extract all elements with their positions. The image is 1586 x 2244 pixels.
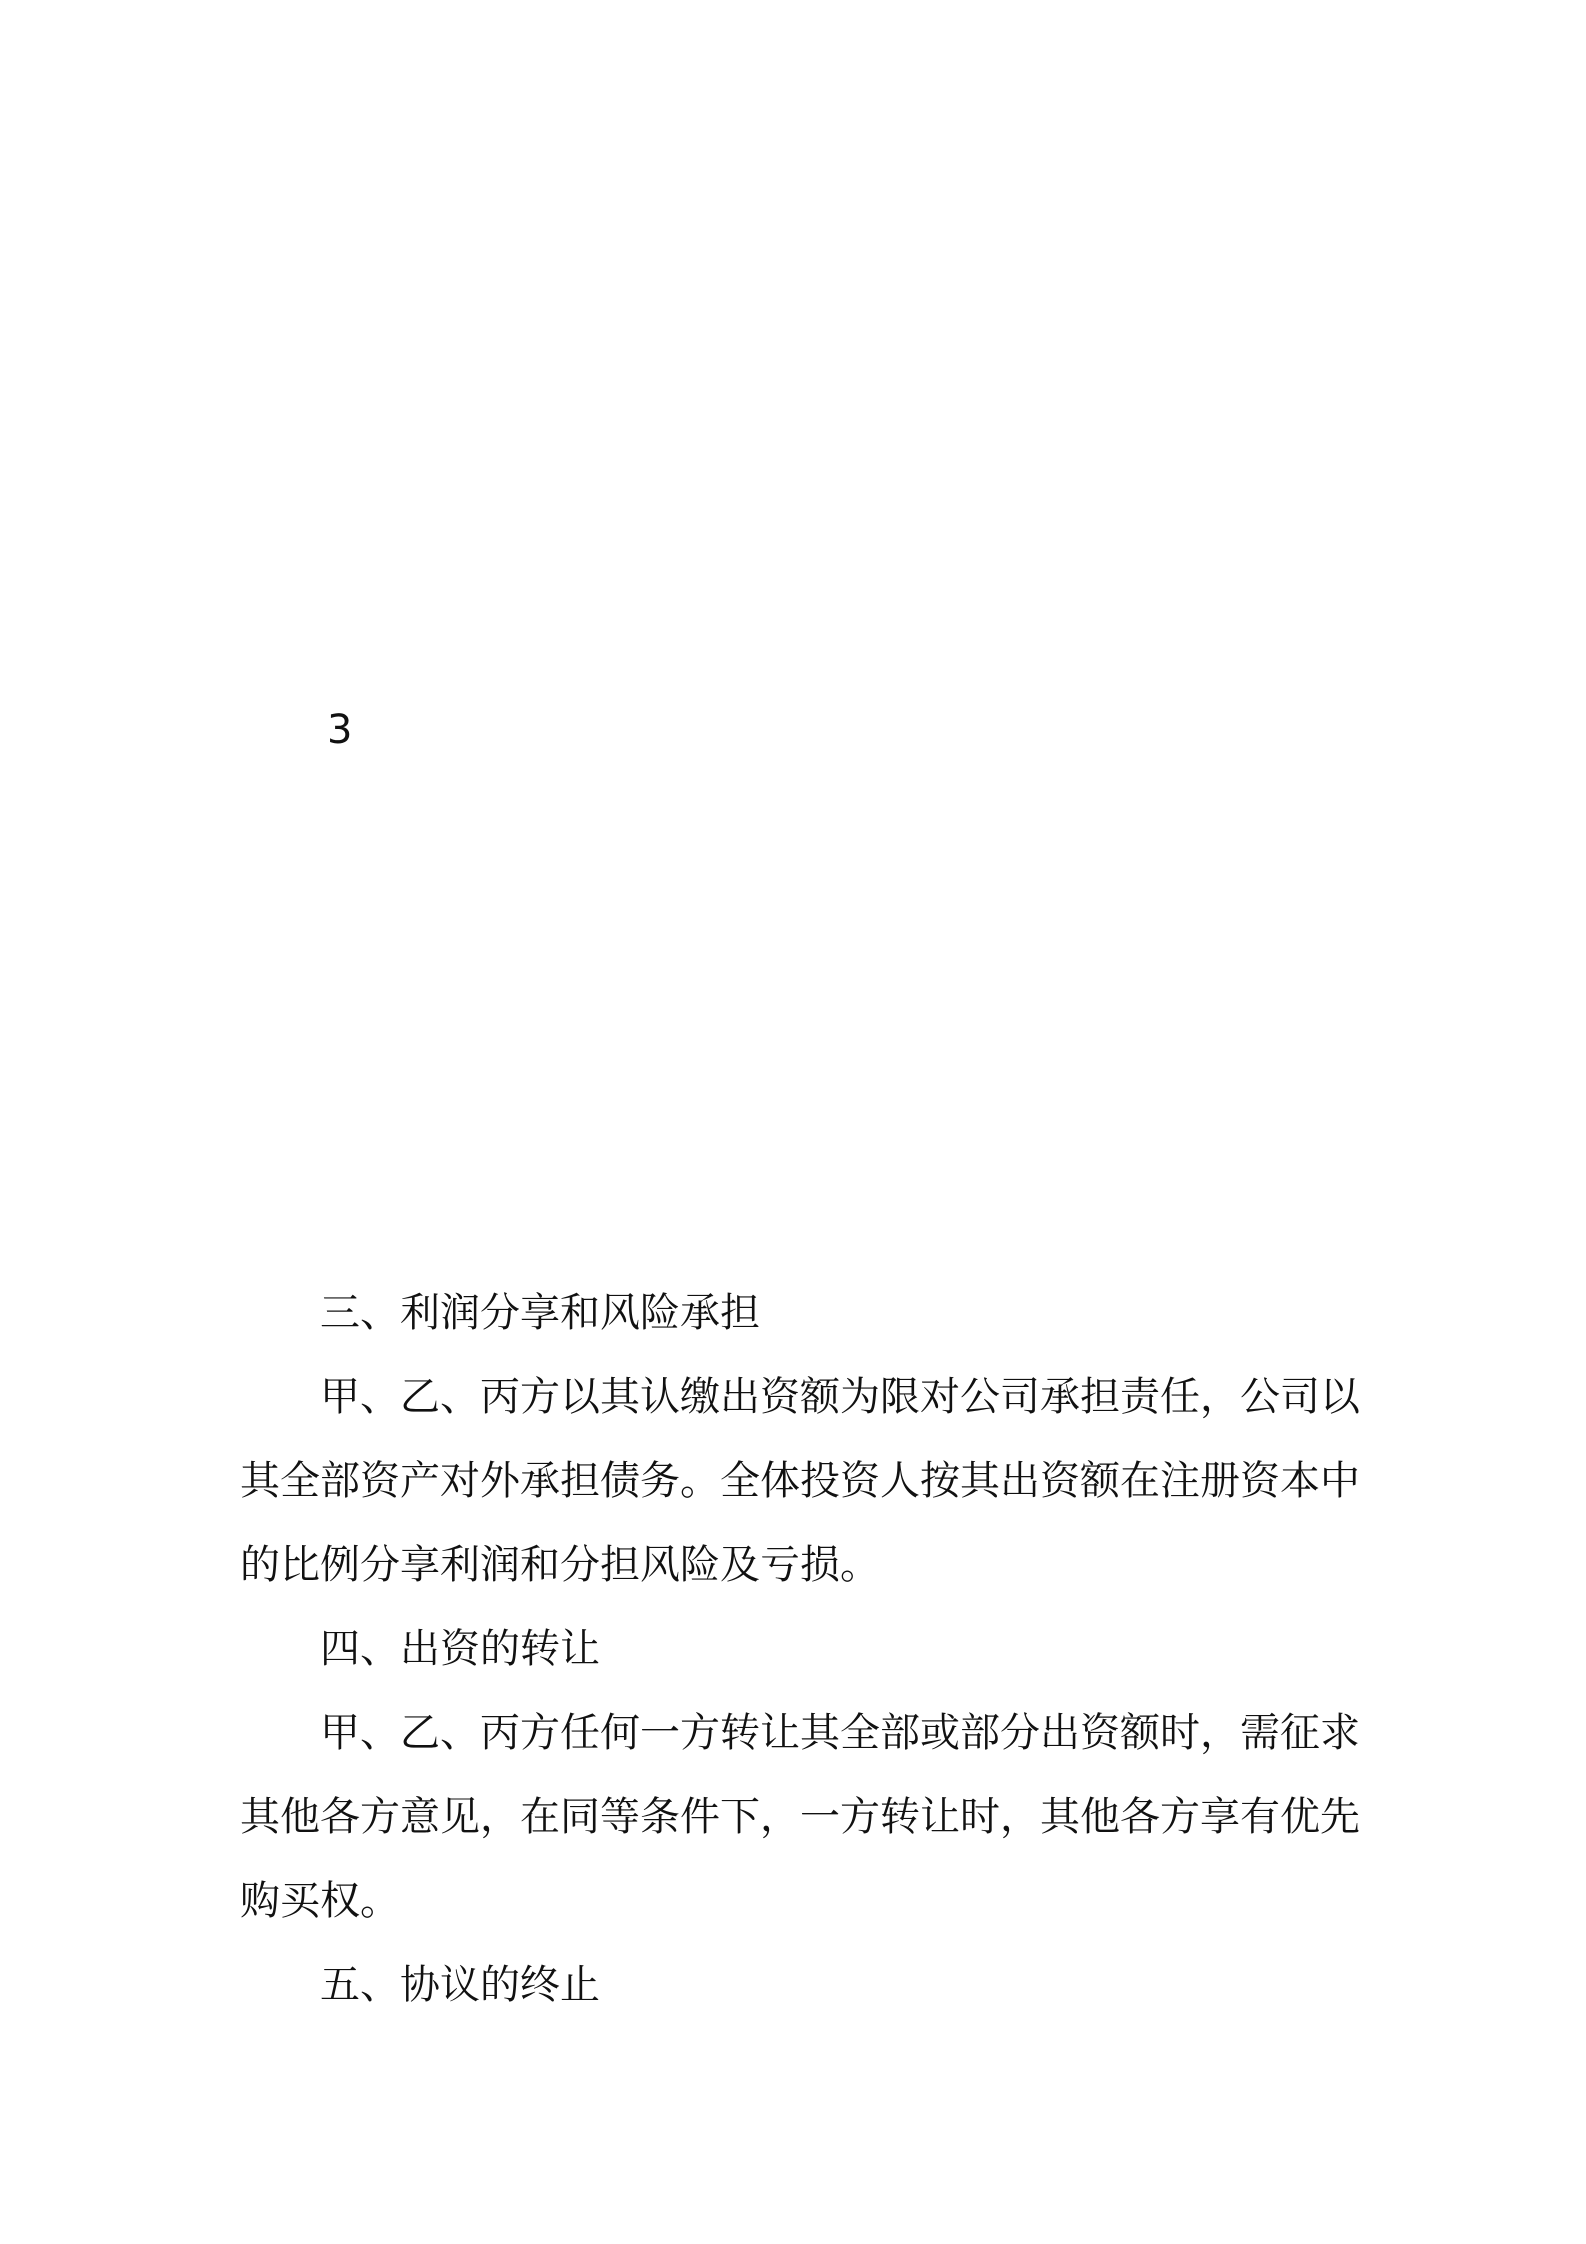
paragraph-profit-risk-line-1: 甲、乙、丙方以其认缴出资额为限对公司承担责任，公司以 [320, 1374, 1360, 1420]
paragraph-capital-transfer-line-3: 购买权。 [240, 1878, 400, 1924]
section-heading-termination: 五、协议的终止 [320, 1962, 600, 2008]
page-number: 3 [327, 707, 353, 753]
document-body [240, 1285, 1360, 2041]
paragraph-profit-risk-line-2: 其全部资产对外承担债务。全体投资人按其出资额在注册资本中 [240, 1458, 1360, 1504]
section-heading-capital-transfer: 四、出资的转让 [320, 1626, 600, 1672]
paragraph-capital-transfer-line-1: 甲、乙、丙方任何一方转让其全部或部分出资额时，需征求 [320, 1710, 1360, 1756]
paragraph-profit-risk-line-3: 的比例分享利润和分担风险及亏损。 [240, 1542, 880, 1588]
section-heading-profit-risk: 三、利润分享和风险承担 [320, 1290, 760, 1336]
paragraph-capital-transfer-line-2: 其他各方意见，在同等条件下，一方转让时，其他各方享有优先 [240, 1794, 1360, 1840]
